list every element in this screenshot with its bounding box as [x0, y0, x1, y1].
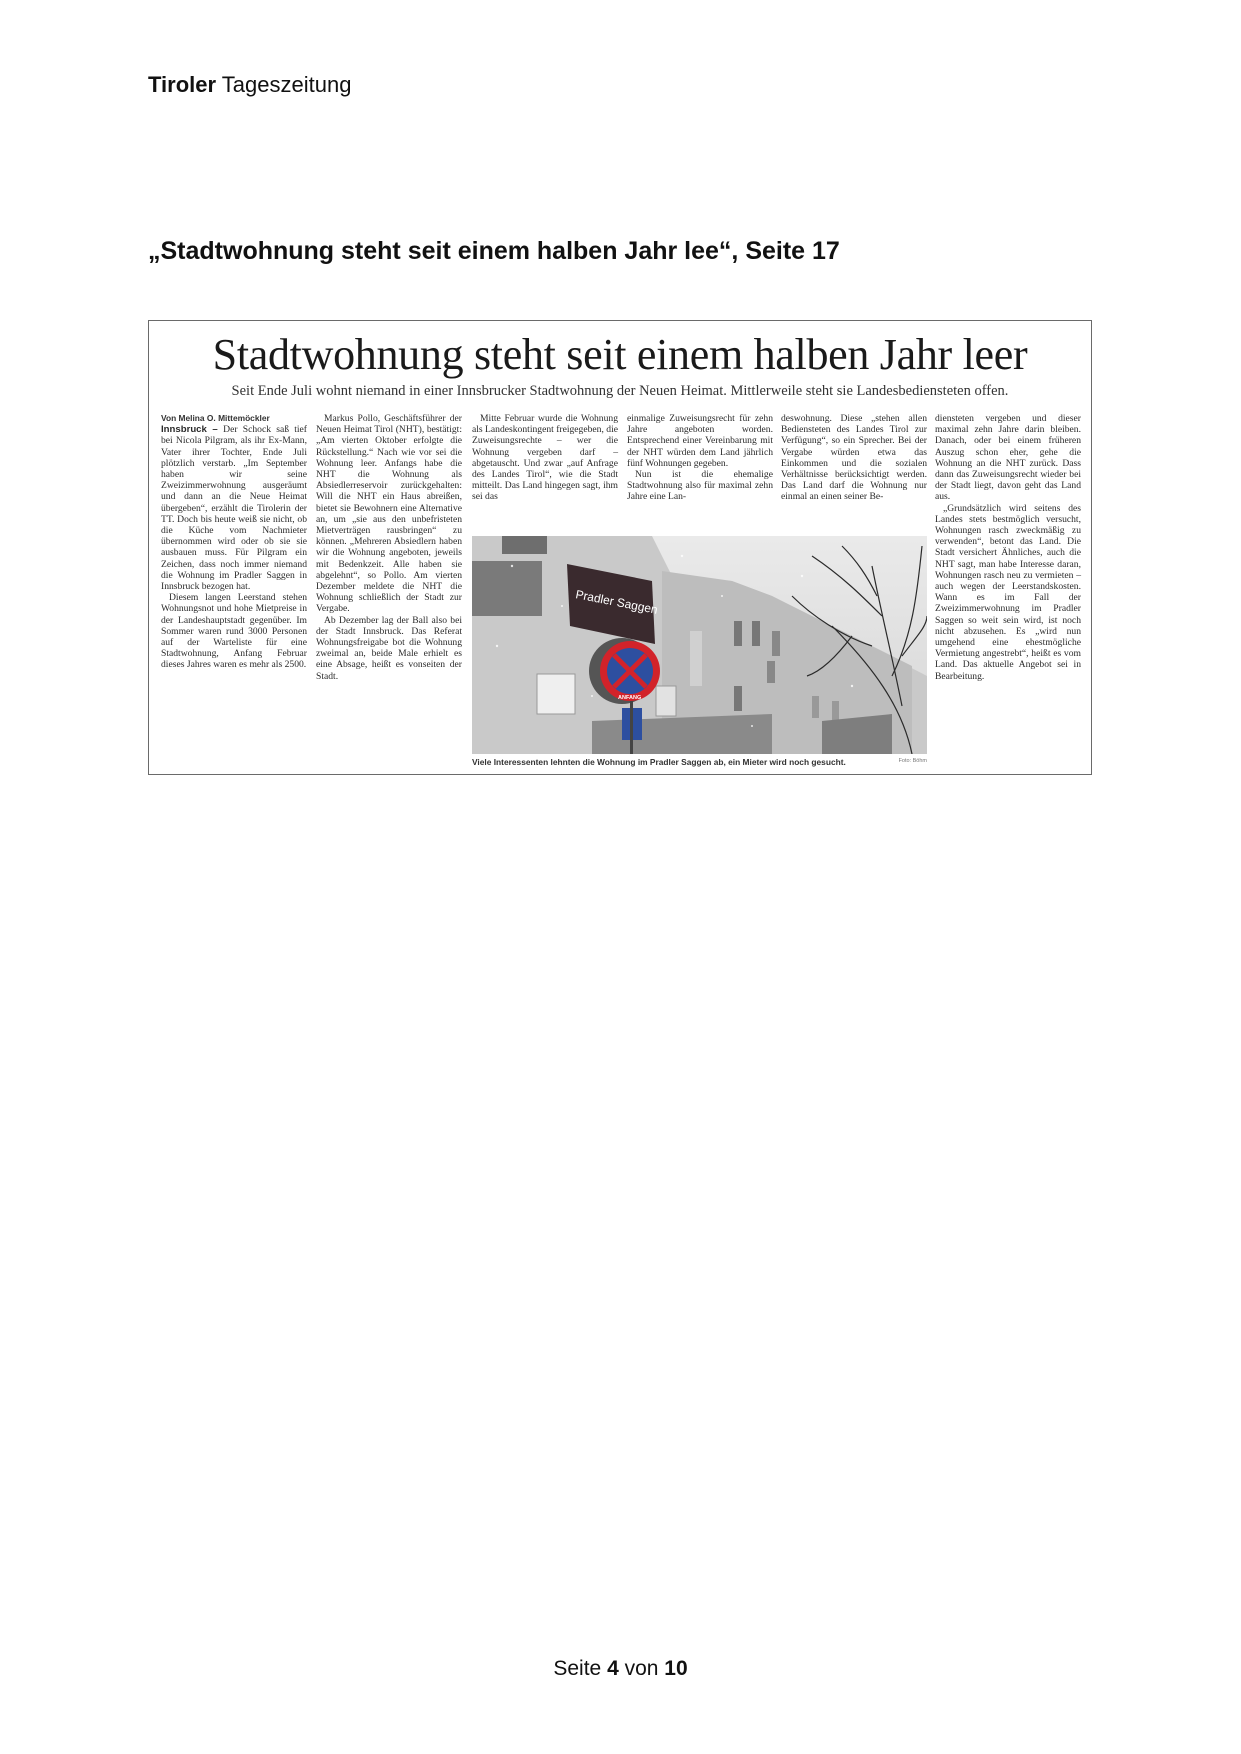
window	[656, 686, 676, 716]
photo-credit: Foto: Böhm	[898, 758, 927, 764]
window	[734, 621, 742, 646]
article-paragraph: „Grundsätzlich wird seitens des Landes stets bestmöglich versucht, Wohnungen rasch zweckmäßig zu verwenden“, betont das Land. Die Stadt versichert Ähnliches, auch die NHT sagt, man habe Interesse daran, Wohnungen rasch neu zu vermieten – auch wegen der Leerstandskosten. Wann es im Fall der Zweizimmerwohnung im Pradler Saggen so weit sein wird, ist noch nicht abzusehen. Es „wird nun umgehend eine ehestmögliche Vermietung angestrebt“, heißt es vom Land. Das aktuelle Angebot sei in Bearbeitung.	[935, 502, 1081, 682]
publication-name-bold: Tiroler	[148, 72, 217, 97]
publication-masthead	[148, 72, 351, 98]
window	[812, 696, 819, 718]
sign-pole	[630, 701, 633, 754]
footer-middle: von	[618, 1657, 665, 1680]
article-column-6	[935, 413, 1081, 682]
article-paragraph: Markus Pollo, Geschäftsführer der Neuen Heimat Tirol (NHT), bestätigt: „Am vierten Oktober erfolgte die Rückstellung.“ Nach wie vor sei die Wohnung leer. Anfangs habe die NHT die Wohnung als Absiedlerreservoir zurückgehalten: Will die NHT ein Haus abreißen, bietet sie Bewohnern eine Alternative an, um „sie aus den unbefristeten Mietverträgen rausbringen“ zu können. „Mehreren Absiedlern haben wir die Wohnung angeboten, jeweils mit Bedenkzeit. Alle haben sie abgelehnt“, so Pollo. Am vierten Dezember meldete die NHT die Wohnung schließlich der Stadt zur Vergabe.	[316, 413, 462, 615]
article-paragraph: Nun ist die ehemalige Stadtwohnung also für maximal zehn Jahre eine Lan-	[627, 469, 773, 503]
page-number-footer	[0, 1657, 1241, 1681]
traffic-sign-label: ANFANG	[618, 695, 642, 701]
balcony-opening	[502, 536, 547, 554]
window	[734, 686, 742, 711]
article-paragraph: einmalige Zuweisungsrecht für zehn Jahre angeboten worden. Entsprechend einer Vereinbarung mit der NHT würden dem Land jährlich fünf Wohnungen gegeben.	[627, 413, 773, 469]
article-paragraph: Diesem langen Leerstand stehen Wohnungsnot und hohe Mietpreise in der Landeshauptstadt gegenüber. Im Sommer waren rund 3000 Personen auf der Warteliste für eine Stadtwohnung, Anfang Februar dieses Jahres waren es mehr als 2500.	[161, 592, 307, 671]
building-photo-illustration	[472, 536, 927, 754]
article-paragraph: deswohnung. Diese „stehen allen Bediensteten des Landes Tirol zur Verfügung“, so ein Sprecher. Bei der Vergabe würden etwa das Einkommen und die sozialen Verhältnisse berücksichtigt werden. Das Land darf die Wohnung nur einmal an einen seiner Be-	[781, 413, 927, 503]
lower-wall	[822, 714, 892, 754]
window	[752, 621, 760, 646]
article-column-1	[161, 413, 307, 671]
window	[690, 631, 702, 686]
publication-name-regular: Tageszeitung	[216, 72, 352, 97]
article-column-4	[627, 413, 773, 503]
article-photo	[472, 536, 927, 754]
window	[772, 631, 780, 656]
balcony-opening	[472, 561, 542, 616]
article-column-3	[472, 413, 618, 503]
article-paragraph: Ab Dezember lag der Ball also bei der Stadt Innsbruck. Das Referat Wohnungsfreigabe bot die Wohnung zweimal an, beide Male erhielt es eine Absage, heißt es vonseiten der Stadt.	[316, 614, 462, 682]
article-paragraph: diensteten vergeben und dieser maximal zehn Jahre darin bleiben. Danach, oder bei einem früheren Auszug schon eher, gehe die Wohnung an die NHT zurück. Dass dann das Zuweisungsrecht wieder bei der Stadt liegt, davon geht das Land aus.	[935, 413, 1081, 503]
sign-text: Pradler Saggen	[574, 587, 659, 617]
paragraph-text: Der Schock saß tief bei Nicola Pilgram, als ihr Ex-Mann, Vater ihrer Tochter, Ende Juli plötzlich verstarb. „Im September haben wir seine Zweizimmerwohnung ausgeräumt und dann an die Neue Heimat übergeben“, erzählt die Tirolerin der TT. Doch bis heute weiß sie nicht, ob die Küche vom Nachmieter übernommen wird oder ob sie sie ausbauen muss. Für Pilgram ein Zeichen, dass noch immer niemand die Wohnung im Pradler Saggen in Innsbruck bezogen hat.	[161, 424, 307, 593]
photo-caption	[472, 757, 927, 767]
caption-text: Viele Interessenten lehnten die Wohnung im Pradler Saggen ab, ein Mieter wird noch gesucht.	[472, 757, 846, 767]
article-paragraph	[161, 424, 307, 592]
footer-prefix: Seite	[553, 1657, 608, 1680]
article-paragraph: Mitte Februar wurde die Wohnung als Landeskontingent freigegeben, die Zuweisungsrechte – wer die Wohnung vergeben darf – abgetauscht. Und zwar „auf Anfrage des Landes Tirol“, wie die Stadt mitteilt. Das Land hingegen sagt, ihm sei das	[472, 413, 618, 503]
article-column-2	[316, 413, 462, 682]
lower-wall	[592, 714, 772, 754]
article-column-5	[781, 413, 927, 503]
newspaper-clipping	[148, 320, 1092, 775]
window	[767, 661, 775, 683]
window	[537, 674, 575, 714]
current-page-number: 4	[607, 1657, 619, 1680]
document-title: „Stadtwohnung steht seit einem halben Jahr lee“, Seite 17	[148, 237, 840, 265]
total-page-count: 10	[664, 1657, 688, 1680]
article-byline: Von Melina O. Mittemöckler	[161, 413, 270, 423]
article-dateline: Innsbruck –	[161, 424, 224, 436]
article-headline: Stadtwohnung steht seit einem halben Jahr leer	[212, 330, 1028, 379]
article-subheadline: Seit Ende Juli wohnt niemand in einer Innsbrucker Stadtwohnung der Neuen Heimat. Mittlerweile steht sie Landesbediensteten offen.	[231, 383, 1009, 399]
